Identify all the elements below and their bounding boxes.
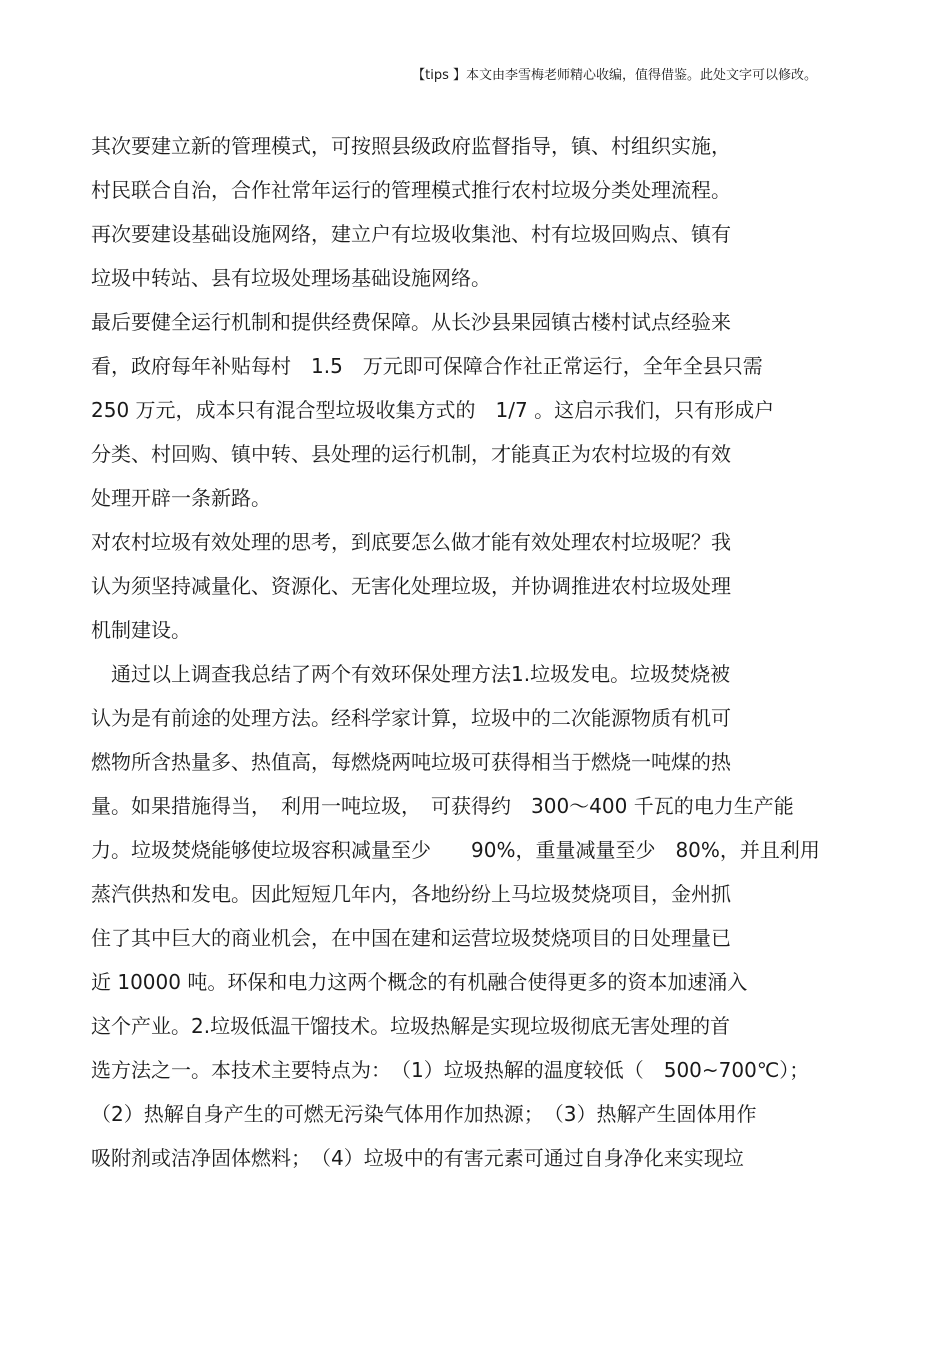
text-line: 近 10000 吨。环保和电力这两个概念的有机融合使得更多的资本加速涌入 xyxy=(91,970,748,994)
text-line: 垃圾中转站、县有垃圾处理场基础设施网络。 xyxy=(91,266,491,290)
text-line: 选方法之一。本技术主要特点为： （1）垃圾热解的温度较低（ 500~700℃）； xyxy=(91,1058,810,1082)
text-line: 力。垃圾焚烧能够使垃圾容积减量至少 90%，重量减量至少 80%，并且利用 xyxy=(91,838,820,862)
text-line: 燃物所含热量多、热值高，每燃烧两吨垃圾可获得相当于燃烧一吨煤的热 xyxy=(91,750,731,774)
text-line: 最后要健全运行机制和提供经费保障。从长沙县果园镇古楼村试点经验来 xyxy=(91,310,731,334)
text-line: 住了其中巨大的商业机会，在中国在建和运营垃圾焚烧项目的日处理量已 xyxy=(91,926,731,950)
text-line: 机制建设。 xyxy=(91,618,191,642)
text-line: 这个产业。2.垃圾低温干馏技术。垃圾热解是实现垃圾彻底无害处理的首 xyxy=(91,1014,731,1038)
text-line: 通过以上调查我总结了两个有效环保处理方法1.垃圾发电。垃圾焚烧被 xyxy=(91,662,731,686)
text-line: 对农村垃圾有效处理的思考，到底要怎么做才能有效处理农村垃圾呢？我 xyxy=(91,530,731,554)
text-line: 处理开辟一条新路。 xyxy=(91,486,271,510)
document-body xyxy=(91,124,881,1180)
text-line: 分类、村回购、镇中转、县处理的运行机制，才能真正为农村垃圾的有效 xyxy=(91,442,731,466)
text-line: 村民联合自治，合作社常年运行的管理模式推行农村垃圾分类处理流程。 xyxy=(91,178,731,202)
text-line: 看，政府每年补贴每村 1.5 万元即可保障合作社正常运行，全年全县只需 xyxy=(91,354,763,378)
text-line: 认为须坚持减量化、资源化、无害化处理垃圾，并协调推进农村垃圾处理 xyxy=(91,574,731,598)
header-tip: 【tips 】本文由李雪梅老师精心收编，值得借鉴。此处文字可以修改。 xyxy=(412,68,817,83)
text-line: （2）热解自身产生的可燃无污染气体用作加热源； （3）热解产生固体用作 xyxy=(91,1102,757,1126)
text-line: 蒸汽供热和发电。因此短短几年内，各地纷纷上马垃圾焚烧项目，金州抓 xyxy=(91,882,731,906)
text-line: 250 万元，成本只有混合型垃圾收集方式的 1/7 。这启示我们，只有形成户 xyxy=(91,398,775,422)
text-line: 吸附剂或洁净固体燃料； （4）垃圾中的有害元素可通过自身净化来实现垃 xyxy=(91,1146,744,1170)
text-line: 其次要建立新的管理模式，可按照县级政府监督指导，镇、村组织实施， xyxy=(91,134,731,158)
text-line: 再次要建设基础设施网络，建立户有垃圾收集池、村有垃圾回购点、镇有 xyxy=(91,222,731,246)
text-line: 量。如果措施得当， 利用一吨垃圾， 可获得约 300～400 千瓦的电力生产能 xyxy=(91,794,794,818)
text-line: 认为是有前途的处理方法。经科学家计算，垃圾中的二次能源物质有机可 xyxy=(91,706,731,730)
